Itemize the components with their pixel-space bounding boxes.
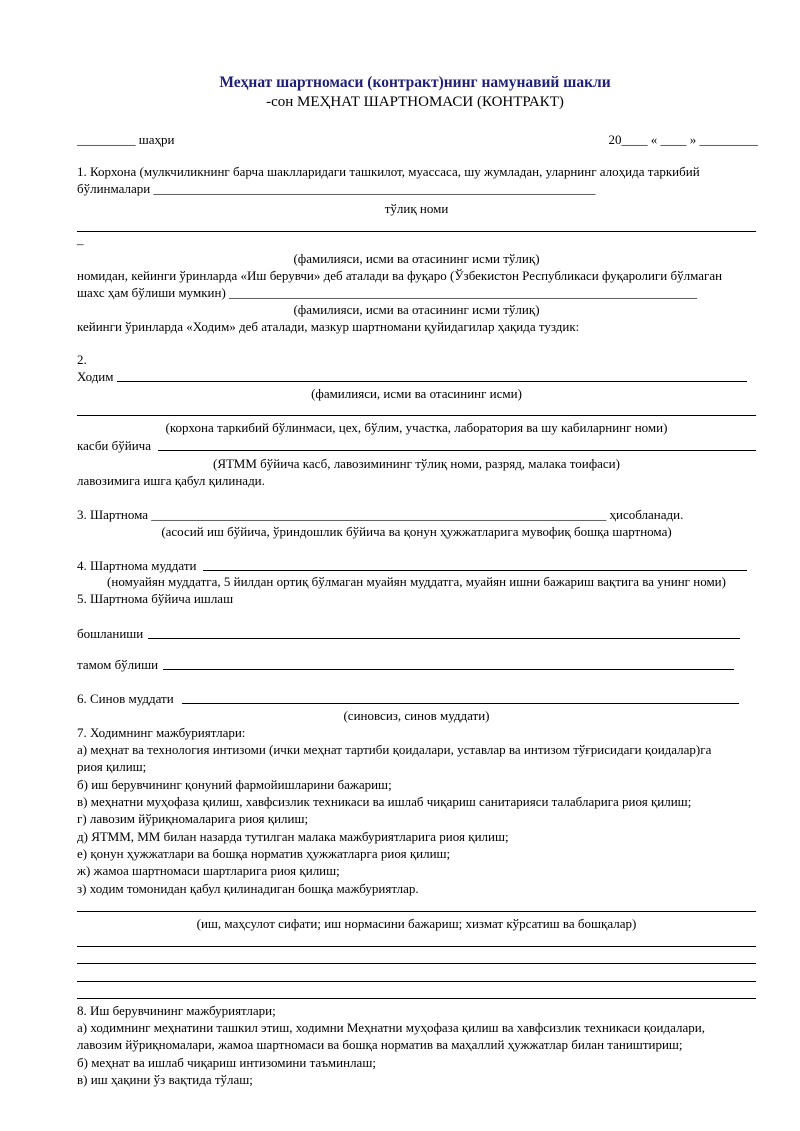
s7-other-line-2 xyxy=(77,946,756,947)
s7-item-g: г) лавозим йўриқномаларига риоя қилиш; xyxy=(77,811,309,826)
s1-hint-employee-name: (фамилияси, исми ва отасининг исми тўлиқ) xyxy=(293,302,540,317)
s7-other-line-1 xyxy=(77,911,756,912)
s5-end-line xyxy=(163,669,734,670)
s5-start-line xyxy=(148,638,740,639)
s7-other-line-3 xyxy=(77,963,756,964)
s2-number: 2. xyxy=(77,352,87,367)
s8-item-a: а) ходимнинг меҳнатини ташкил этиш, ходимни Меҳнатни муҳофаза қилиш ва хавфсизлик техникаси қоидалари, xyxy=(77,1020,705,1035)
s1-line5: кейинги ўринларда «Ходим» деб аталади, мазкур шартномани қуйидагилар ҳақида туздик: xyxy=(77,319,580,334)
s4-label: 4. Шартнома муддати xyxy=(77,558,197,573)
s4-hint: (номуайян муддатга, 5 йилдан ортиқ бўлмаган муайян муддатга, муайян ишни бажариш вақтига ва унинг номи) xyxy=(107,574,726,589)
s8-item-v: в) иш ҳақини ўз вақтида тўлаш; xyxy=(77,1072,253,1087)
s1-hint-fullname: тўлиқ номи xyxy=(384,201,449,216)
document-subtitle: -сон МЕҲНАТ ШАРТНОМАСИ (КОНТРАКТ) xyxy=(266,94,564,110)
s1-line3: номидан, кейинги ўринларда «Иш берувчи» деб аталади ва фуқаро (Ўзбекистон Республикаси фуқаролиги бўлмаган xyxy=(77,268,723,283)
s7-label: 7. Ходимнинг мажбуриятлари: xyxy=(77,725,246,740)
s2-hint-name: (фамилияси, исми ва отасининг исми) xyxy=(311,386,522,401)
s7-item-a: а) меҳнат ва технология интизоми (ички меҳнат тартиби қоидалари, уставлар ва интизом тўғрисидаги қоидалар)га xyxy=(77,742,712,757)
s2-profession-line xyxy=(158,450,756,451)
s3-line: 3. Шартнома ______________________________________________________________________ ҳисобланади. xyxy=(77,507,684,522)
s2-profession-label: касби бўйича xyxy=(77,438,151,453)
s8-item-a-cont: лавозим йўриқномалари, жамоа шартномаси ва бошқа норматив ва маҳаллий ҳужжатлар билан таништириш; xyxy=(77,1037,683,1052)
s1-dash: – xyxy=(77,236,84,251)
s6-probation-line xyxy=(182,703,739,704)
s7-item-a-cont: риоя қилиш; xyxy=(77,759,147,774)
s1-blank-line xyxy=(77,231,756,232)
s7-item-d: д) ЯТММ, ММ билан назарда тутилган малака мажбуриятларига риоя қилиш; xyxy=(77,829,509,844)
document-title: Меҳнат шартномаси (контракт)нинг намунавий шакли xyxy=(219,74,611,91)
s7-item-b: б) иш берувчининг қонуний фармойишларини бажариш; xyxy=(77,777,392,792)
s2-hint-unit: (корхона таркибий бўлинмаси, цех, бўлим, участка, лаборатория ва шу кабиларнинг номи) xyxy=(165,420,668,435)
s2-employee-label: Ходим xyxy=(77,369,114,384)
s7-item-e: е) қонун ҳужжатлари ва бошқа норматив ҳужжатларга риоя қилиш; xyxy=(77,846,451,861)
s6-label: 6. Синов муддати xyxy=(77,691,174,706)
s3-hint: (асосий иш бўйича, ўриндошлик бўйича ва қонун ҳужжатларига мувофиқ бошқа шартнома) xyxy=(161,524,672,539)
s8-item-b: б) меҳнат ва ишлаб чиқариш интизомини таъминлаш; xyxy=(77,1055,376,1070)
s2-accepted: лавозимига ишга қабул қилинади. xyxy=(77,473,265,488)
date-field: 20____ « ____ » _________ xyxy=(608,132,758,147)
s6-hint: (синовсиз, синов муддати) xyxy=(343,708,490,723)
s8-label: 8. Иш берувчининг мажбуриятлари; xyxy=(77,1003,276,1018)
s5-end-label: тамом бўлиши xyxy=(77,657,159,672)
s5-start-label: бошланиши xyxy=(77,626,144,641)
s4-term-line xyxy=(203,570,747,571)
s2-unit-line xyxy=(77,415,756,416)
city-field: _________ шаҳри xyxy=(77,132,175,147)
s7-item-z: з) ходим томонидан қабул қилинадиган бошқа мажбуриятлар. xyxy=(77,881,419,896)
s7-other-line-4 xyxy=(77,981,756,982)
s2-hint-profession: (ЯТММ бўйича касб, лавозимининг тўлиқ номи, разряд, малака тоифаси) xyxy=(213,456,620,471)
s7-hint: (иш, маҳсулот сифати; иш нормасини бажариш; хизмат кўрсатиш ва бошқалар) xyxy=(196,916,637,931)
s7-item-v: в) меҳнатни муҳофаза қилиш, хавфсизлик техникаси ва ишлаб чиқариш санитарияси талабларига риоя қилиш; xyxy=(77,794,692,809)
s5-label: 5. Шартнома бўйича ишлаш xyxy=(77,591,234,606)
s1-line2: бўлинмалари ____________________________________________________________________ xyxy=(77,181,596,196)
s2-employee-line xyxy=(117,381,747,382)
s1-line1: 1. Корхона (мулкчиликнинг барча шаклларидаги ташкилот, муассаса, шу жумладан, уларнинг алоҳида таркибий xyxy=(77,164,700,179)
s7-item-zh: ж) жамоа шартномаси шартларига риоя қилиш; xyxy=(77,863,340,878)
s7-other-line-5 xyxy=(77,998,756,999)
s1-hint-employer-name: (фамилияси, исми ва отасининг исми тўлиқ) xyxy=(293,251,540,266)
s1-line4: шахс ҳам бўлиши мумкин) ________________________________________________________________________ xyxy=(77,285,698,300)
